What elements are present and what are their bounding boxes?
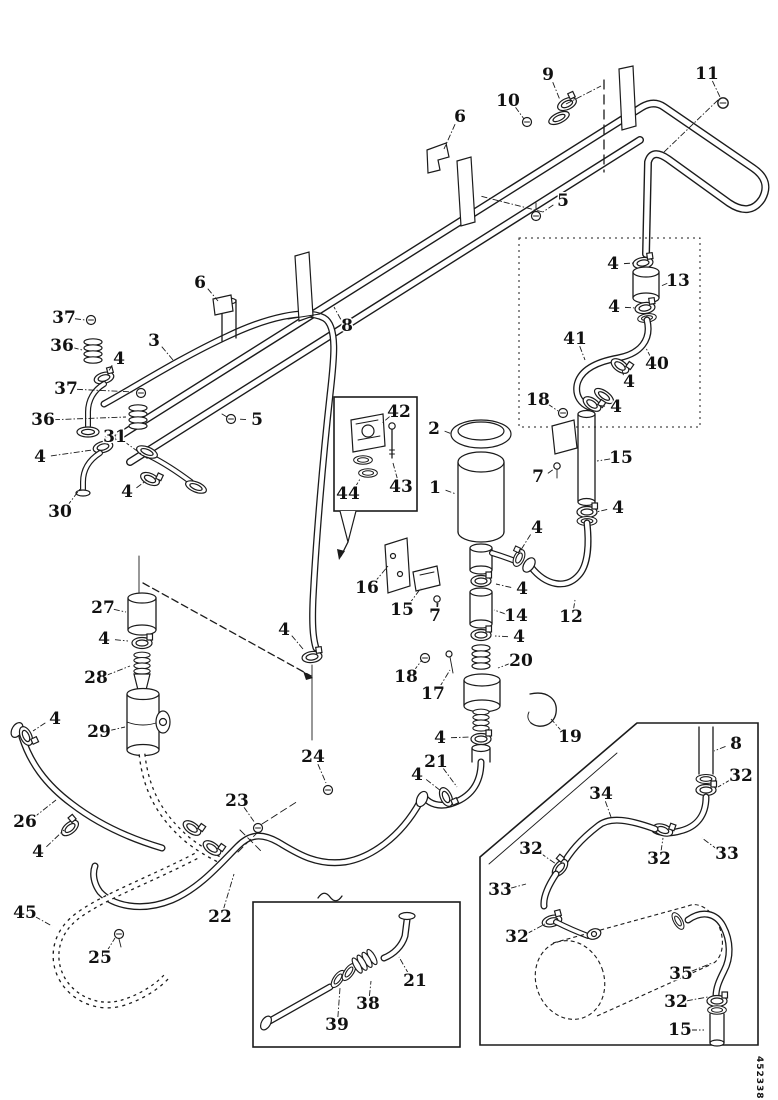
- callout-29-21: 29: [87, 722, 111, 742]
- callout-4-22: 4: [49, 709, 61, 729]
- center-stack: [464, 572, 500, 762]
- callout-4-24: 4: [32, 842, 44, 862]
- callout-7-60: 7: [532, 467, 544, 487]
- callout-4-40: 4: [516, 579, 528, 599]
- callout-4-14: 4: [34, 447, 46, 467]
- callout-27-18: 27: [91, 598, 115, 618]
- callout-17-46: 17: [421, 684, 445, 704]
- callout-33-66: 33: [488, 880, 512, 900]
- callout-6-3: 6: [454, 107, 466, 127]
- callout-37-12: 37: [54, 379, 78, 399]
- callout-10-1: 10: [496, 91, 520, 111]
- callout-15-72: 15: [668, 1020, 692, 1040]
- callout-40-55: 40: [645, 354, 669, 374]
- bolt-11: [718, 98, 728, 108]
- bolt-23: [254, 824, 263, 833]
- callout-30-17: 30: [48, 502, 72, 522]
- callout-15-59: 15: [609, 448, 633, 468]
- leader-line-4: [596, 509, 607, 512]
- callout-4-16: 4: [121, 482, 133, 502]
- leader-line-27: [114, 609, 126, 612]
- clip-19: [528, 693, 556, 726]
- cap-2: [451, 420, 511, 448]
- callout-3-7: 3: [148, 331, 160, 351]
- callout-36-10: 36: [50, 336, 74, 356]
- callout-12-42: 12: [559, 607, 583, 627]
- clamp-9: [547, 91, 579, 127]
- callout-5-4: 5: [557, 191, 569, 211]
- callout-16-36: 16: [355, 578, 379, 598]
- callout-18-45: 18: [394, 667, 418, 687]
- leader-line-26: [34, 800, 56, 817]
- pipe-15-right: [577, 411, 598, 526]
- leader-line-4: [624, 263, 634, 264]
- callout-4-39: 4: [531, 518, 543, 538]
- callout-4-50: 4: [411, 765, 423, 785]
- inset-box-tank: [480, 723, 758, 1046]
- leader-line-4: [451, 737, 470, 738]
- callout-4-11: 4: [113, 349, 125, 369]
- callout-19-47: 19: [558, 727, 582, 747]
- leader-line-7: [548, 469, 554, 473]
- dash-23: [262, 801, 298, 824]
- callout-42-33: 42: [387, 402, 411, 422]
- callout-11-2: 11: [695, 64, 719, 84]
- callout-21-49: 21: [424, 752, 448, 772]
- callout-2-31: 2: [428, 419, 440, 439]
- leader-line-4: [496, 584, 511, 587]
- leader-line-5: [543, 205, 553, 212]
- leader-line-5: [238, 419, 246, 420]
- left-stack-lower: [76, 389, 208, 497]
- bolt-18-center: [421, 654, 430, 663]
- callout-7-38: 7: [429, 606, 441, 626]
- pipe-bracket-mid: [457, 157, 475, 226]
- callout-32-63: 32: [729, 766, 753, 786]
- callout-33-68: 33: [715, 844, 739, 864]
- callout-31-15: 31: [103, 427, 127, 447]
- bracket-16: [385, 538, 410, 593]
- canister-1: [458, 452, 527, 574]
- callout-8-6: 8: [341, 316, 353, 336]
- leader-line-4: [33, 723, 45, 731]
- leader-line-1: [446, 490, 456, 494]
- callout-38-74: 38: [356, 994, 380, 1014]
- callout-4-29: 4: [278, 620, 290, 640]
- leader-line-8: [334, 307, 341, 319]
- callout-23-27: 23: [225, 791, 249, 811]
- callout-37-9: 37: [52, 308, 76, 328]
- callout-8-62: 8: [730, 734, 742, 754]
- bolt-5-left: [222, 414, 236, 424]
- leader-line-28: [106, 666, 130, 675]
- callout-43-34: 43: [389, 477, 413, 497]
- leader-line-4: [115, 640, 128, 641]
- callout-28-20: 28: [84, 668, 108, 688]
- callout-22-30: 22: [208, 907, 232, 927]
- bolt-24: [324, 786, 333, 795]
- bracket-right: [552, 409, 577, 479]
- clamp: [301, 647, 323, 664]
- leader-line-37: [75, 319, 85, 320]
- callout-32-69: 32: [505, 927, 529, 947]
- hose-22: [94, 802, 420, 907]
- bolt-25: [115, 930, 124, 948]
- callout-44-35: 44: [336, 484, 360, 504]
- bracket-6-top: [427, 143, 449, 173]
- callout-4-51: 4: [607, 254, 619, 274]
- callout-4-19: 4: [98, 629, 110, 649]
- callout-18-57: 18: [526, 390, 550, 410]
- leader-line-4: [51, 450, 92, 456]
- stud-17: [446, 651, 453, 673]
- callout-24-28: 24: [301, 747, 325, 767]
- leader-line-36: [73, 348, 82, 350]
- leader-line-6: [444, 124, 455, 149]
- callout-9-0: 9: [542, 65, 554, 85]
- leader-line-3: [162, 347, 173, 360]
- callout-35-70: 35: [669, 964, 693, 984]
- callout-4-56: 4: [623, 372, 635, 392]
- callout-1-32: 1: [429, 478, 441, 498]
- callout-4-53: 4: [608, 297, 620, 317]
- leader-line-4: [292, 636, 303, 649]
- callout-4-48: 4: [434, 728, 446, 748]
- leader-line-45: [35, 916, 52, 926]
- callout-13-52: 13: [666, 271, 690, 291]
- leader-line-4: [46, 830, 64, 847]
- callout-15-37: 15: [390, 600, 414, 620]
- callout-34-64: 34: [589, 784, 613, 804]
- right-column: [577, 253, 659, 415]
- callout-20-44: 20: [509, 651, 533, 671]
- callout-32-65: 32: [519, 839, 543, 859]
- leader-line-4: [495, 636, 508, 637]
- callout-32-67: 32: [647, 849, 671, 869]
- callout-6-5: 6: [194, 273, 206, 293]
- callout-5-8: 5: [251, 410, 263, 430]
- callout-4-43: 4: [513, 627, 525, 647]
- leader-line-15: [597, 459, 610, 461]
- callout-41-54: 41: [563, 329, 587, 349]
- leader-line-22: [223, 874, 234, 909]
- leader-line-4: [426, 779, 441, 791]
- callout-39-75: 39: [325, 1015, 349, 1035]
- callout-21-73: 21: [403, 971, 427, 991]
- clip-15-center: [413, 566, 440, 591]
- callout-14-41: 14: [504, 606, 528, 626]
- hose-45-dotted: [56, 856, 196, 1005]
- inset-box-detail-21: [253, 893, 460, 1047]
- callout-25-26: 25: [88, 948, 112, 968]
- callout-4-58: 4: [610, 397, 622, 417]
- callout-36-13: 36: [31, 410, 55, 430]
- leader-line-4: [625, 307, 636, 308]
- callout-32-71: 32: [664, 992, 688, 1012]
- callout-4-61: 4: [612, 498, 624, 518]
- callout-45-25: 45: [13, 903, 37, 923]
- callout-26-23: 26: [13, 812, 37, 832]
- figure-code: 452338: [754, 1056, 764, 1100]
- leader-line-29: [110, 727, 125, 730]
- pipe-bracket-right: [619, 66, 636, 130]
